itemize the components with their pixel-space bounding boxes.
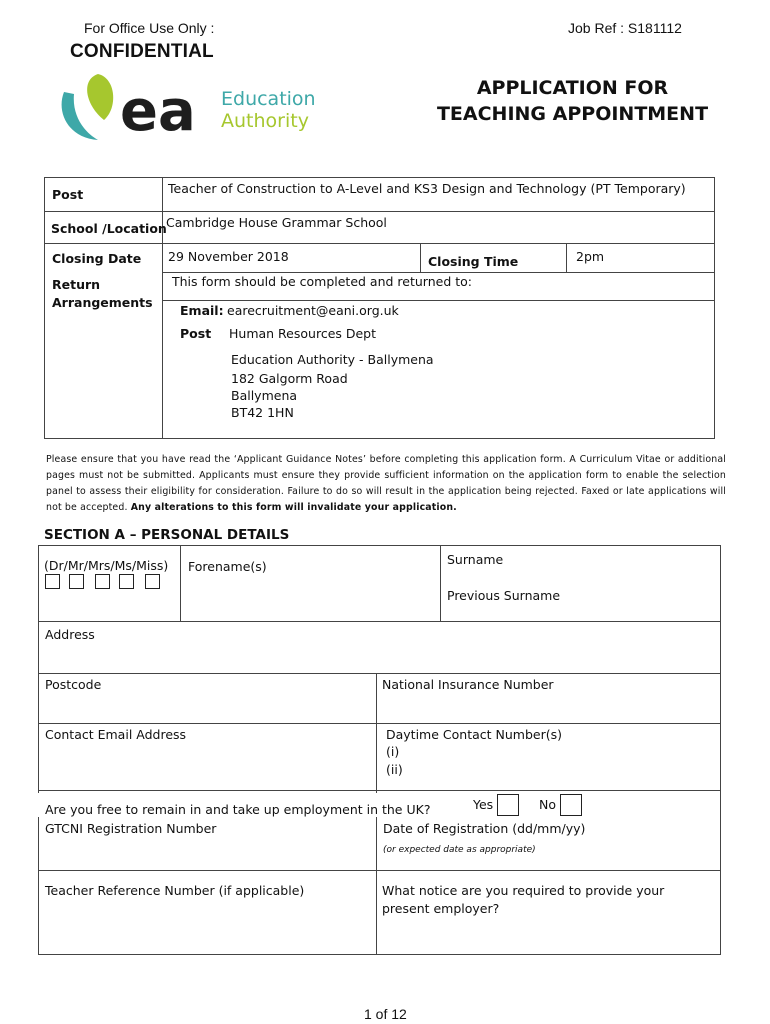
guidance-notice-text: Please ensure that you have read the ‘Applicant Guidance Notes’ before completing this application form. A Curriculum Vitae or additional pages must not be submitted. Applicants must ensure they provide sufficient information on the application form to enable the selection panel to assess their eligibility for consideration. Failure to do so will result in the application being rejected. Faxed or late applications will not be accepted.	[46, 454, 726, 513]
form-title-line-2: TEACHING APPOINTMENT	[436, 103, 709, 125]
yes-label: Yes	[473, 797, 494, 812]
surname-label: Surname	[447, 552, 504, 567]
return-label-1: Return	[52, 277, 101, 292]
education-authority-logo	[58, 72, 333, 144]
return-email: earecruitment@eani.org.uk	[227, 303, 399, 318]
address-line-3: 182 Galgorm Road	[231, 371, 348, 386]
address-line-2: Education Authority - Ballymena	[231, 352, 434, 367]
title-checkbox-mr[interactable]	[69, 574, 84, 589]
section-a-heading: SECTION A – PERSONAL DETAILS	[44, 527, 290, 543]
return-intro: This form should be completed and returned to:	[172, 274, 472, 289]
title-checkbox-dr[interactable]	[45, 574, 60, 589]
date-registration-note: (or expected date as appropriate)	[383, 845, 536, 855]
contact-email-label: Contact Email Address	[45, 727, 187, 742]
title-label: (Dr/Mr/Mrs/Ms/Miss)	[44, 558, 169, 573]
guidance-notice	[46, 452, 726, 516]
notice-period-line-2: present employer?	[382, 901, 500, 916]
daytime-contact-ii: (ii)	[386, 762, 403, 777]
gtcni-label: GTCNI Registration Number	[45, 821, 217, 836]
free-to-remain-label: Are you free to remain in and take up employment in the UK?	[45, 802, 431, 817]
teacher-reference-label: Teacher Reference Number (if applicable)	[45, 883, 305, 898]
address-label: Address	[45, 627, 95, 642]
post-value: Teacher of Construction to A-Level and KS3 Design and Technology (PT Temporary)	[168, 181, 686, 196]
confidential-label: CONFIDENTIAL	[70, 41, 214, 62]
closing-date-value: 29 November 2018	[168, 249, 289, 264]
closing-time-label: Closing Time	[428, 254, 519, 269]
ea-mark-text: ea	[120, 79, 196, 144]
logo-line-1: Education	[221, 88, 316, 110]
job-ref: Job Ref : S181112	[568, 20, 682, 36]
school-value: Cambridge House Grammar School	[166, 215, 387, 230]
uk-yes-checkbox[interactable]	[497, 794, 519, 816]
logo-line-2: Authority	[221, 110, 309, 132]
office-use-label: For Office Use Only :	[84, 20, 215, 36]
no-label: No	[539, 797, 556, 812]
daytime-contact-label: Daytime Contact Number(s)	[386, 727, 562, 742]
guidance-notice-bold: Any alterations to this form will invalidate your application.	[130, 502, 457, 513]
uk-no-checkbox[interactable]	[560, 794, 582, 816]
title-checkbox-ms[interactable]	[119, 574, 134, 589]
previous-surname-label: Previous Surname	[447, 588, 561, 603]
postcode-label: Postcode	[45, 677, 102, 692]
page-number: 1 of 12	[364, 1006, 407, 1022]
daytime-contact-i: (i)	[386, 744, 400, 759]
address-line-5: BT42 1HN	[231, 405, 294, 420]
address-line-4: Ballymena	[231, 388, 298, 403]
title-checkbox-mrs[interactable]	[95, 574, 110, 589]
address-line-1: Human Resources Dept	[229, 326, 377, 341]
closing-date-label: Closing Date	[52, 251, 142, 266]
form-title	[430, 75, 715, 127]
school-label: School /Location	[51, 221, 167, 236]
post-method-label: Post	[180, 326, 212, 341]
return-label-2: Arrangements	[52, 295, 153, 310]
closing-time-value: 2pm	[576, 249, 605, 264]
email-method-label: Email:	[180, 303, 224, 318]
title-checkbox-miss[interactable]	[145, 574, 160, 589]
form-title-line-1: APPLICATION FOR	[476, 77, 669, 99]
ea-logo-mark	[58, 72, 218, 144]
notice-period-line-1: What notice are you required to provide your	[382, 883, 665, 898]
forename-label: Forename(s)	[188, 559, 267, 574]
date-registration-label: Date of Registration (dd/mm/yy)	[383, 821, 586, 836]
ni-number-label: National Insurance Number	[382, 677, 554, 692]
post-label: Post	[52, 187, 84, 202]
